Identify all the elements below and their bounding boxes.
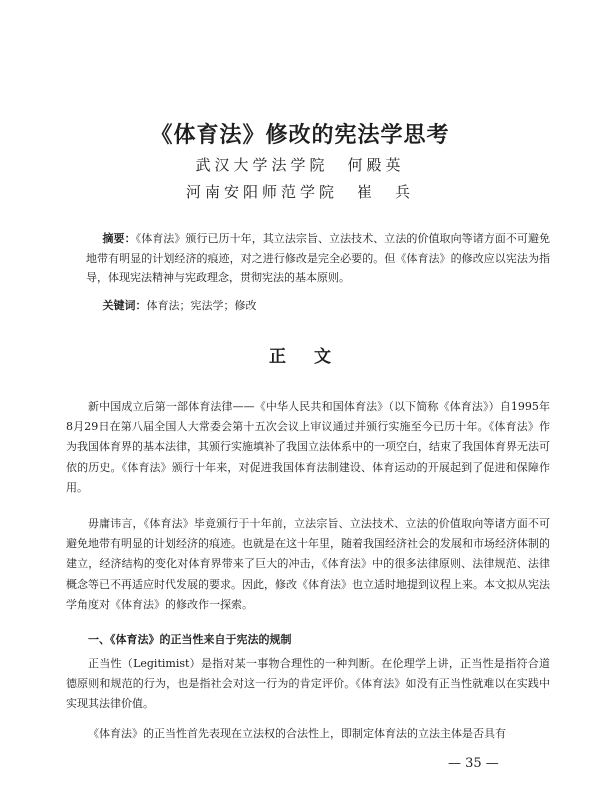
section-heading: 正文 <box>269 347 359 367</box>
keywords-label: 关键词： <box>102 299 147 312</box>
keywords-text: 体育法；宪法学；修改 <box>146 299 257 312</box>
abstract-label: 摘要： <box>102 232 136 245</box>
page-number: — 35 — <box>448 756 499 771</box>
body-paragraph-4: 《体育法》的正当性首先表现在立法权的合法性上，即制定体育法的立法主体是否具有 <box>88 727 506 740</box>
body-paragraph-1: 新中国成立后第一部体育法律——《中华人民共和国体育法》（以下简称《体育法》）自1995年8月29日在第八届全国人大常委会第十五次会议上审议通过并颁行实施至今已历十年。《体育法》作为我国体育界的基本法律，其颁行实施填补了我国立法体系中的一项空白，结束了我国体育界无法可依的历史。《体育法》颁行十年来，对促进我国体育法制建设、体育运动的开展起到了促进和保障作用。 <box>66 400 550 494</box>
subsection-heading: 一、《体育法》的正当性来自于宪法的规制 <box>88 633 292 646</box>
paper-title: 《体育法》修改的宪法学思考 <box>150 122 450 148</box>
author-line-1: 武汉大学法学院 何殿英 <box>195 156 405 174</box>
keywords <box>86 297 550 315</box>
body-paragraph-2: 毋庸讳言，《体育法》毕竟颁行于十年前，立法宗旨、立法技术、立法的价值取向等诸方面不可避免地带有明显的计划经济的痕迹。也就是在这十年里，随着我国经济社会的发展和市场经济体制的建立，经济结构的变化对体育界带来了巨大的冲击，《体育法》中的很多法律原则、法律规范、法律概念等已不再适应时代发展的要求。因此，修改《体育法》也立适时地提到议程上来。本文拟从宪法学角度对《体育法》的修改作一探索。 <box>66 517 550 611</box>
body-paragraph-3: 正当性（Legitimist）是指对某一事物合理性的一种判断。在伦理学上讲，正当性是指符合道德原则和规范的行为，也是指社会对这一行为的肯定评价。《体育法》如没有正当性就难以在实践中实现其法律价值。 <box>66 657 550 711</box>
author-line-2: 河南安阳师范学院 崔 兵 <box>185 183 414 201</box>
abstract-text: 《体育法》颁行已历十年，其立法宗旨、立法技术、立法的价值取向等诸方面不可避免地带有明显的计划经济的痕迹，对之进行修改是完全必要的。但《体育法》的修改应以宪法为指导，体现宪法精神与宪政理念，贯彻宪法的基本原则。 <box>86 232 551 285</box>
abstract <box>86 229 550 288</box>
